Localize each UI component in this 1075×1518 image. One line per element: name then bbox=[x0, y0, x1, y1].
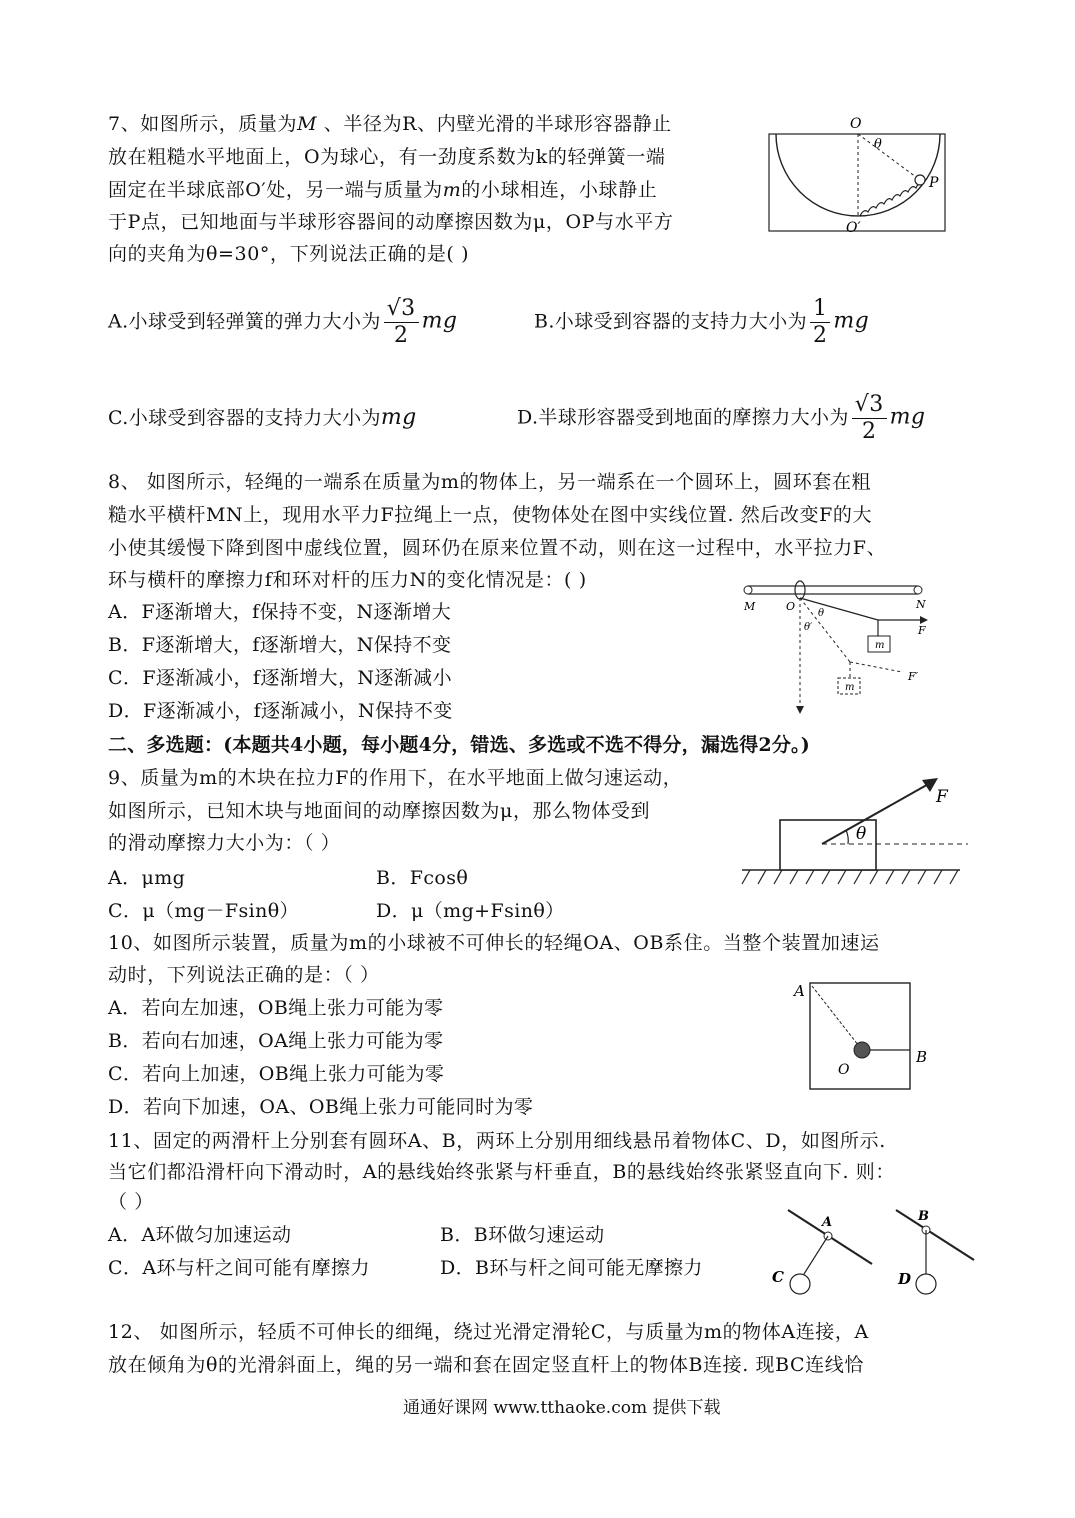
q10-line-2: 动时，下列说法正确的是：（ ） bbox=[108, 964, 380, 986]
q7-line-4: 于P点，已知地面与半球形容器间的动摩擦因数为μ，OP与水平方 bbox=[108, 211, 674, 233]
q7-label-theta: θ bbox=[874, 137, 882, 152]
q7-line-5: 向的夹角为θ=30°，下列说法正确的是( ) bbox=[108, 243, 470, 265]
q7-option-a-den: 2 bbox=[393, 323, 409, 348]
q7-hemisphere-figure bbox=[768, 112, 948, 237]
q8-rod bbox=[748, 586, 918, 594]
q9-force-line bbox=[822, 782, 932, 844]
q7-line-3: 固定在半球底部O′处，另一端与质量为𝑚的小球相连，小球静止 bbox=[108, 179, 658, 201]
q7-option-a-text: A.小球受到轻弹簧的弹力大小为 bbox=[108, 310, 381, 333]
q7-line-1: 7、如图所示，质量为𝑀 、半径为R、内壁光滑的半球形容器静止 bbox=[108, 113, 672, 135]
q7-option-b-unit: mg bbox=[833, 308, 870, 334]
q7-option-d-fraction bbox=[852, 394, 887, 443]
q8-rod-figure bbox=[738, 580, 938, 715]
q7-option-a bbox=[108, 298, 457, 347]
q7-label-oprime: O′ bbox=[846, 220, 861, 236]
q7-option-c bbox=[108, 406, 417, 430]
q9-line-1: 9、质量为m的木块在拉力F的作用下，在水平地面上做匀速运动， bbox=[108, 767, 683, 789]
q8-label-thetaprime: θ′ bbox=[804, 622, 813, 633]
q11-label-b: B bbox=[918, 1209, 929, 1224]
q9-label-f: F bbox=[936, 787, 948, 807]
q10-frame bbox=[810, 983, 910, 1089]
q11-rods-figure bbox=[768, 1198, 983, 1308]
section-2-heading: 二、多选题：(本题共4小题，每小题4分，错选、多选或不选不得分，漏选得2分。) bbox=[108, 734, 810, 756]
q9-block-figure bbox=[742, 772, 972, 892]
q11-object-d bbox=[916, 1274, 936, 1294]
q8-label-theta: θ bbox=[818, 608, 825, 619]
q7-option-d-num: √3 bbox=[852, 394, 887, 419]
q10-label-o: O bbox=[838, 1062, 850, 1078]
q7-option-a-fraction bbox=[384, 298, 419, 347]
q10-label-a: A bbox=[794, 982, 805, 1000]
q12-line-2: 放在倾角为θ的光滑斜面上，绳的另一端和套在固定竖直杆上的物体B连接. 现BC连线恰 bbox=[108, 1354, 864, 1376]
q11-option-c: C．A环与杆之间可能有摩擦力 bbox=[108, 1257, 370, 1279]
q8-label-o: O bbox=[786, 600, 796, 613]
q11-line-1: 11、固定的两滑杆上分别套有圆环A、B，两环上分别用细线悬吊着物体C、D，如图所示. bbox=[108, 1130, 886, 1152]
q11-label-c: C bbox=[772, 1268, 784, 1286]
q7-option-d-unit: mg bbox=[889, 404, 926, 430]
q8-arrow-f bbox=[920, 616, 928, 624]
q12-line-1: 12、 如图所示，轻质不可伸长的细绳，绕过光滑定滑轮C，与质量为m的物体A连接，A bbox=[108, 1321, 869, 1343]
q7-op-line bbox=[858, 134, 920, 180]
q8-force-fprime bbox=[850, 662, 902, 672]
q9-line-3: 的滑动摩擦力大小为：（ ） bbox=[108, 832, 341, 854]
q7-label-p: P bbox=[929, 175, 939, 191]
q9-option-d: D．μ（mg+Fsinθ） bbox=[376, 900, 565, 922]
q10-option-b: B．若向右加速，OA绳上张力可能为零 bbox=[108, 1030, 444, 1052]
q8-rope-solid bbox=[800, 598, 878, 620]
q7-option-c-unit: mg bbox=[380, 405, 417, 430]
q7-option-b-den: 2 bbox=[813, 323, 828, 348]
q7-option-b-fraction bbox=[810, 298, 830, 347]
q10-line-1: 10、如图所示装置，质量为m的小球被不可伸长的轻绳OA、OB系住。当整个装置加速运 bbox=[108, 932, 880, 954]
q11-string-a bbox=[804, 1236, 828, 1274]
q10-rope-oa bbox=[812, 986, 862, 1050]
q9-ground-hatch bbox=[742, 870, 958, 884]
q7-option-d bbox=[517, 394, 925, 443]
q7-option-b-num: 1 bbox=[810, 298, 830, 323]
q9-option-b: B．Fcosθ bbox=[376, 867, 469, 889]
q8-arrow-down bbox=[796, 706, 804, 714]
q8-rod-end-n bbox=[914, 586, 922, 594]
q8-label-f: F bbox=[918, 624, 926, 637]
q11-line-3: （ ） bbox=[108, 1191, 154, 1213]
q10-ball bbox=[854, 1042, 870, 1058]
q7-option-b-text: B.小球受到容器的支持力大小为 bbox=[534, 310, 808, 333]
q11-rod-b bbox=[896, 1210, 974, 1260]
q8-option-b: B．F逐渐增大，f逐渐增大，N保持不变 bbox=[108, 634, 452, 656]
q7-spring bbox=[860, 182, 922, 216]
q11-object-c bbox=[790, 1274, 810, 1294]
q9-line-2: 如图所示，已知木块与地面间的动摩擦因数为μ，那么物体受到 bbox=[108, 800, 651, 822]
q8-line-2: 糙水平横杆MN上，现用水平力F拉绳上一点，使物体处在图中实线位置. 然后改变F的大 bbox=[108, 504, 873, 526]
q8-line-4: 环与横杆的摩擦力f和环对杆的压力N的变化情况是：( ) bbox=[108, 569, 587, 591]
q10-option-d: D．若向下加速，OA、OB绳上张力可能同时为零 bbox=[108, 1096, 534, 1118]
q11-line-2: 当它们都沿滑杆向下滑动时，A的悬线始终张紧与杆垂直，B的悬线始终张紧竖直向下. 则： bbox=[108, 1161, 895, 1183]
q7-option-d-text: D.半球形容器受到地面的摩擦力大小为 bbox=[517, 406, 849, 429]
q8-label-m-end: M bbox=[744, 600, 756, 613]
q11-option-d: D．B环与杆之间可能无摩擦力 bbox=[440, 1257, 703, 1279]
q11-label-d: D bbox=[898, 1270, 912, 1288]
q7-option-c-text: C.小球受到容器的支持力大小为 bbox=[108, 407, 381, 429]
q8-option-a: A．F逐渐增大，f保持不变，N逐渐增大 bbox=[108, 601, 452, 623]
q7-option-b bbox=[534, 298, 869, 347]
q9-option-a: A．μmg bbox=[108, 867, 186, 889]
q8-line-3: 小使其缓慢下降到图中虚线位置，圆环仍在原来位置不动，则在这一过程中，水平拉力F、 bbox=[108, 537, 887, 559]
q11-option-a: A．A环做匀加速运动 bbox=[108, 1224, 292, 1246]
q7-line-2: 放在粗糙水平地面上，O为球心，有一劲度系数为k的轻弹簧一端 bbox=[108, 146, 666, 168]
q8-option-d: D．F逐渐减小，f逐渐减小，N保持不变 bbox=[108, 700, 453, 722]
q7-option-a-num: √3 bbox=[384, 298, 419, 323]
q8-rod-end-m bbox=[744, 586, 752, 594]
q8-ring bbox=[795, 581, 805, 599]
q10-option-c: C．若向上加速，OB绳上张力可能为零 bbox=[108, 1063, 445, 1085]
q7-ball bbox=[915, 175, 925, 185]
q11-option-b: B．B环做匀速运动 bbox=[440, 1224, 605, 1246]
q10-label-b: B bbox=[916, 1048, 928, 1066]
q8-line-1: 8、 如图所示，轻绳的一端系在质量为m的物体上，另一端系在一个圆环上，圆环套在粗 bbox=[108, 471, 872, 493]
q8-label-fprime: F′ bbox=[908, 670, 919, 683]
q8-label-mass-dashed: m bbox=[845, 682, 855, 693]
q9-option-c: C．μ（mg－Fsinθ） bbox=[108, 900, 299, 922]
q7-label-o: O bbox=[850, 116, 862, 132]
q7-option-a-unit: mg bbox=[421, 308, 458, 334]
q10-box-figure bbox=[790, 980, 940, 1092]
q9-label-theta: θ bbox=[856, 824, 867, 844]
page-footer: 通通好课网 www.tthaoke.com 提供下载 bbox=[403, 1398, 721, 1418]
q8-label-n: N bbox=[916, 598, 926, 611]
q10-option-a: A．若向左加速，OB绳上张力可能为零 bbox=[108, 997, 444, 1019]
q8-option-c: C．F逐渐减小，f逐渐增大，N逐渐减小 bbox=[108, 667, 452, 689]
q7-option-d-den: 2 bbox=[862, 419, 877, 444]
q8-label-mass-solid: m bbox=[875, 640, 885, 651]
q11-label-a: A bbox=[822, 1215, 833, 1230]
